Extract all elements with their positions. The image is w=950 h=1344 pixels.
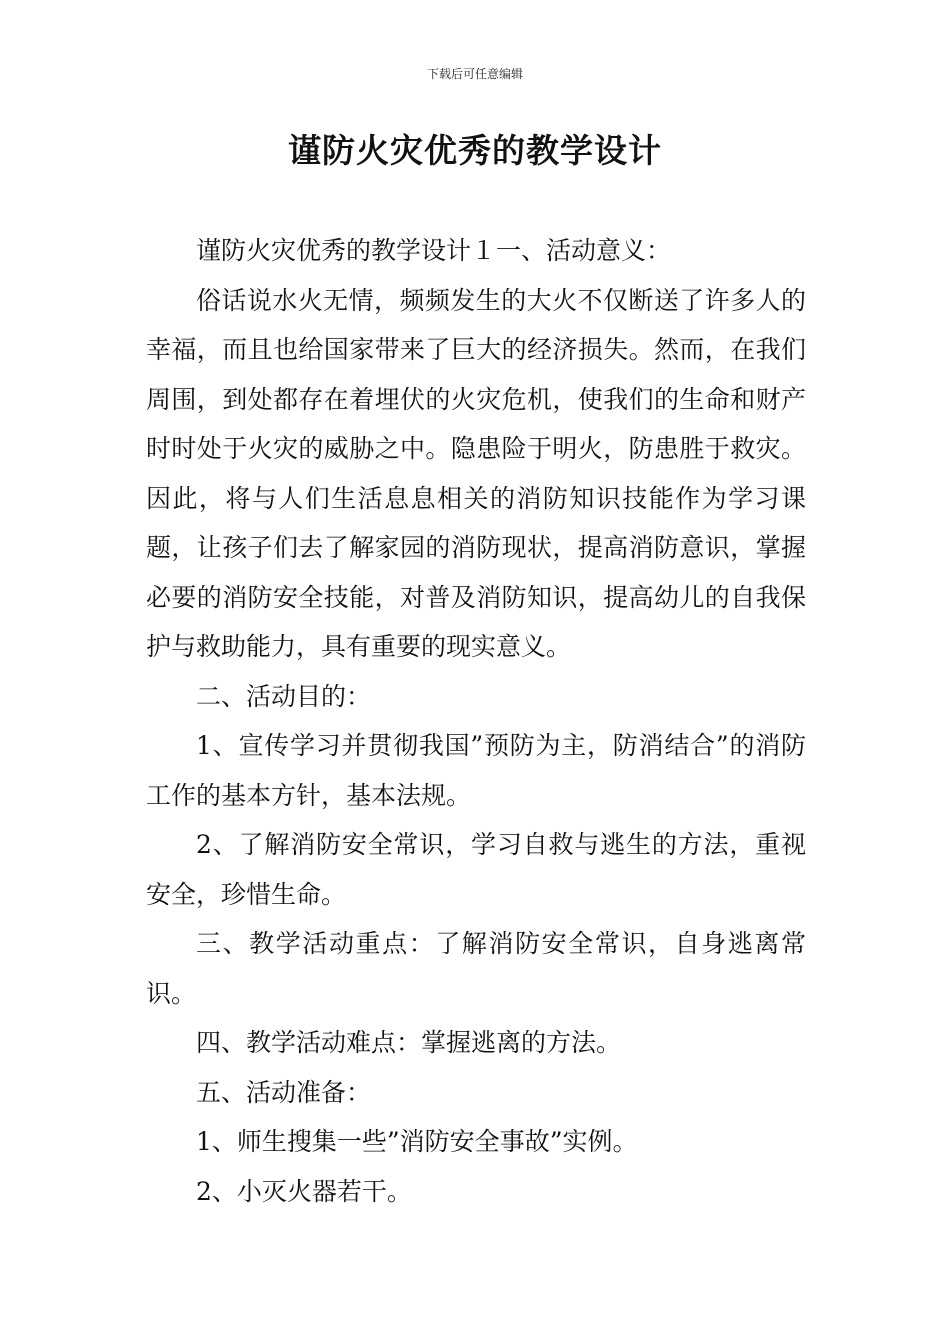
paragraph-preparation-1: 1、师生搜集一些”消防安全事故”实例。 (196, 1127, 638, 1156)
paragraph-activity-goal-heading: 二、活动目的： (196, 681, 372, 711)
paragraph-key-points: 三、教学活动重点：了解消防安全常识，自身逃离常识。 (146, 929, 806, 1008)
document-title: 谨防火灾优秀的教学设计 (288, 131, 662, 170)
header-note: 下载后可任意编辑 (426, 67, 523, 81)
document-body (146, 226, 806, 1216)
paragraph-goal-2: 2、了解消防安全常识，学习自救与逃生的方法，重视安全，珍惜生命。 (146, 830, 806, 909)
paragraph-preparation-heading: 五、活动准备： (196, 1077, 372, 1107)
paragraph-goal-1: 1、宣传学习并贯彻我国”预防为主，防消结合”的消防工作的基本方针，基本法规。 (146, 731, 806, 810)
paragraph-activity-meaning: 俗话说水火无情，频频发生的大火不仅断送了许多人的幸福，而且也给国家带来了巨大的经济损失。然而，在我们周围，到处都存在着埋伏的火灾危机，使我们的生命和财产时时处于火灾的威胁之中。隐患险于明火，防患胜于救灾。因此，将与人们生活息息相关的消防知识技能作为学习课题，让孩子们去了解家园的消防现状，提高消防意识，掌握必要的消防安全技能，对普及消防知识，提高幼儿的自我保护与救助能力，具有重要的现实意义。 (146, 285, 806, 661)
paragraph-preparation-2: 2、小灭火器若干。 (196, 1176, 412, 1206)
paragraph-difficulties: 四、教学活动难点：掌握逃离的方法。 (196, 1028, 622, 1057)
paragraph-activity-meaning-heading: 谨防火灾优秀的教学设计１一、活动意义： (196, 236, 672, 265)
